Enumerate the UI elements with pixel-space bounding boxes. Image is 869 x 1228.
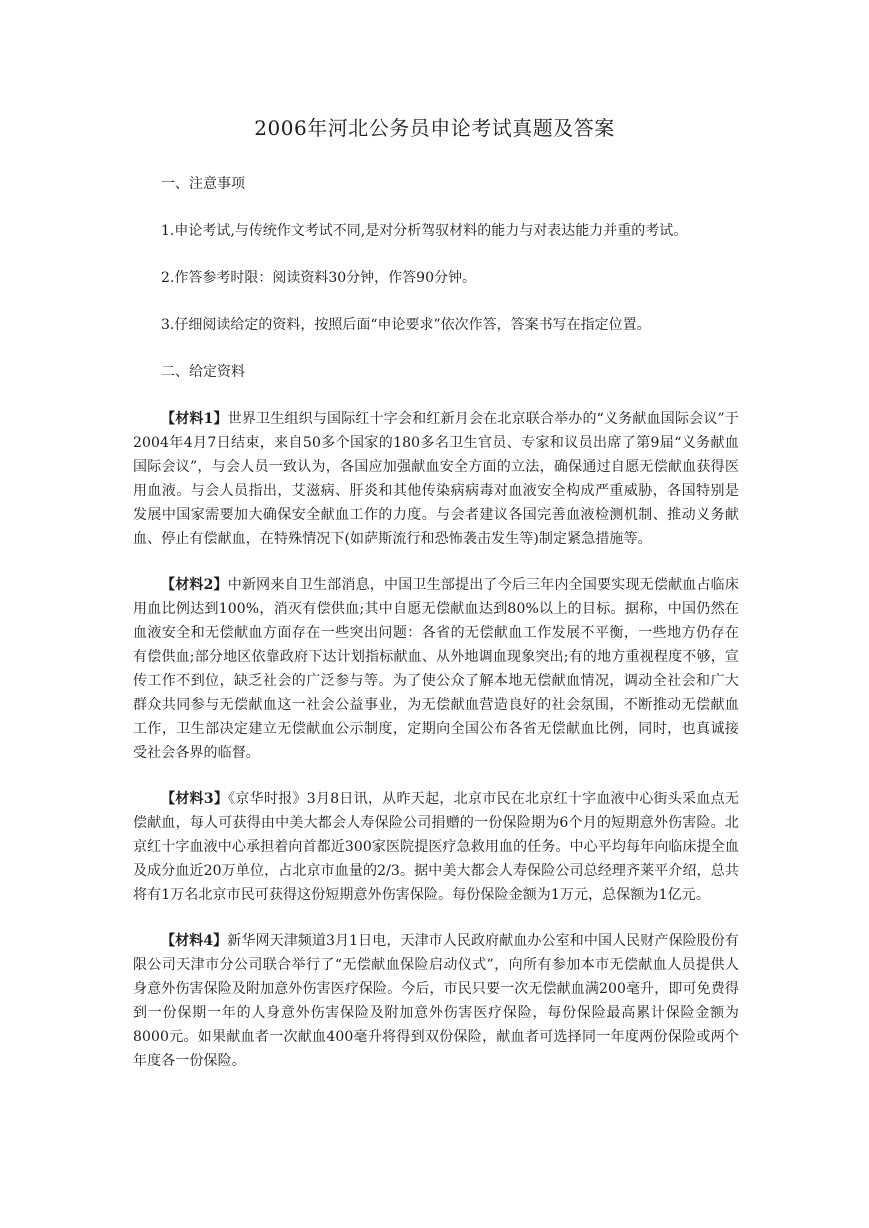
section-heading-materials: 二、给定资料 — [161, 364, 245, 380]
material-paragraph-1 — [133, 407, 739, 551]
material-label-2: 【材料2】 — [161, 577, 228, 593]
note-item-3: 3.仔细阅读给定的资料，按照后面“申论要求”依次作答，答案书写在指定位置。 — [161, 317, 651, 333]
material-label-3: 【材料3】 — [161, 791, 229, 807]
material-paragraph-4 — [133, 929, 739, 1073]
material-label-4: 【材料4】 — [161, 933, 228, 949]
material-paragraph-2 — [133, 573, 739, 765]
note-item-1: 1.申论考试,与传统作文考试不同,是对分析驾驭材料的能力与对表达能力并重的考试。 — [161, 223, 688, 239]
material-label-1: 【材料1】 — [161, 411, 228, 427]
document-body — [133, 172, 739, 1095]
material-text-4: 新华网天津频道3月1日电，天津市人民政府献血办公室和中国人民财产保险股份有限公司天津市分公司联合举行了“无偿献血保险启动仪式”，向所有参加本市无偿献血人员提供人身意外伤害保险及附加意外伤害医疗保险。今后，市民只要一次无偿献血满200毫升，即可免费得到一份保期一年的人身意外伤害保险及附加意外伤害医疗保险，每份保险最高累计保险金额为8000元。如果献血者一次献血400毫升将得到双份保险，献血者可选择同一年度两份保险或两个年度各一份保险。 — [133, 933, 739, 1069]
material-text-3: 《京华时报》3月8日讯，从昨天起，北京市民在北京红十字血液中心街头采血点无偿献血，每人可获得由中美大都会人寿保险公司捐赠的一份保险期为6个月的短期意外伤害险。北京红十字血液中心承担着向首都近300家医院提医疗急救用血的任务。中心平均每年向临床提全血及成分血近20万单位，占北京市血量的2/3。据中美大都会人寿保险公司总经理齐莱平介绍，总共将有1万名北京市民可获得这份短期意外伤害保险。每份保险金额为1万元，总保额为1亿元。 — [133, 791, 739, 903]
page-title: 2006年河北公务员申论考试真题及答案 — [254, 116, 615, 140]
material-text-2: 中新网来自卫生部消息，中国卫生部提出了今后三年内全国要实现无偿献血占临床用血比例达到100%，消灭有偿供血;其中自愿无偿献血达到80%以上的目标。据称，中国仍然在血液安全和无偿献血方面存在一些突出问题：各省的无偿献血工作发展不平衡，一些地方仍存在有偿供血;部分地区依靠政府下达计划指标献血、从外地调血现象突出;有的地方重视程度不够，宣传工作不到位，缺乏社会的广泛参与等。为了使公众了解本地无偿献血情况，调动全社会和广大群众共同参与无偿献血这一社会公益事业，为无偿献血营造良好的社会氛围，不断推动无偿献血工作，卫生部决定建立无偿献血公示制度，定期向全国公布各省无偿献血比例，同时，也真诚接受社会各界的临督。 — [133, 577, 739, 761]
section-heading-notes: 一、注意事项 — [161, 176, 245, 192]
note-item-2: 2.作答参考时限：阅读资料30分钟，作答90分钟。 — [161, 270, 476, 286]
material-text-1: 世界卫生组织与国际红十字会和红新月会在北京联合举办的“义务献血国际会议”于2004年4月7日结束，来自50多个国家的180多名卫生官员、专家和议员出席了第9届“义务献血国际会议”，与会人员一致认为，各国应加强献血安全方面的立法，确保通过自愿无偿献血获得医用血液。与会人员指出，艾滋病、肝炎和其他传染病病毒对血液安全构成严重威胁，各国特别是发展中国家需要加大确保安全献血工作的力度。与会者建议各国完善血液检测机制、推动义务献血、停止有偿献血，在特殊情况下(如萨斯流行和恐怖袭击发生等)制定紧急措施等。 — [133, 411, 739, 547]
material-paragraph-3 — [133, 787, 739, 907]
